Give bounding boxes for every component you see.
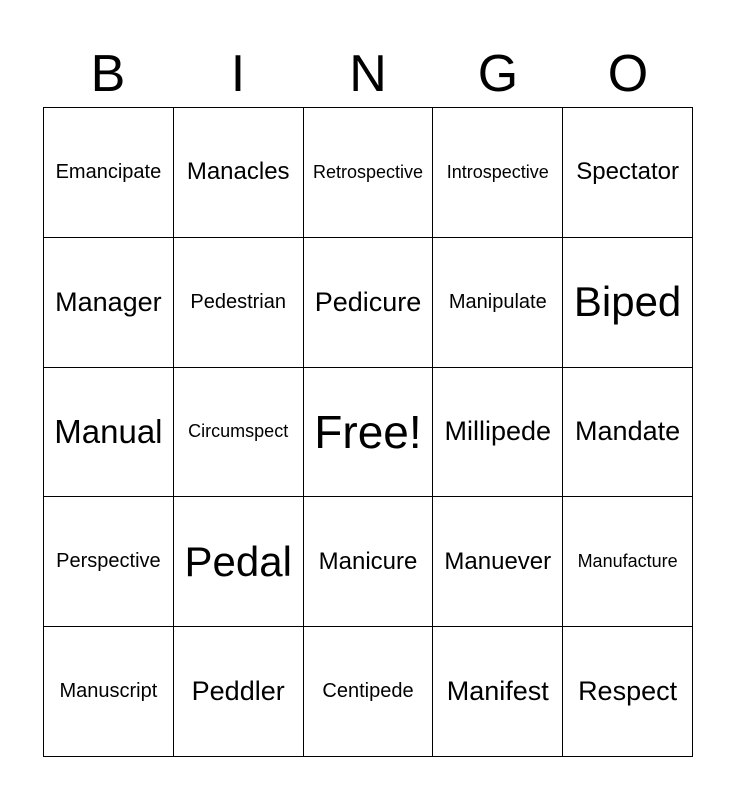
bingo-cell[interactable]: Peddler bbox=[174, 627, 304, 757]
bingo-cell[interactable]: Circumspect bbox=[174, 368, 304, 498]
bingo-cell[interactable]: Manacles bbox=[174, 108, 304, 238]
bingo-cell[interactable]: Centipede bbox=[304, 627, 434, 757]
bingo-cell[interactable]: Respect bbox=[563, 627, 693, 757]
bingo-cell[interactable]: Pedestrian bbox=[174, 238, 304, 368]
bingo-cell[interactable]: Perspective bbox=[44, 497, 174, 627]
bingo-cell[interactable]: Manufacture bbox=[563, 497, 693, 627]
bingo-cell[interactable]: Manuever bbox=[433, 497, 563, 627]
header-letter-o: O bbox=[607, 45, 649, 103]
bingo-cell[interactable]: Biped bbox=[563, 238, 693, 368]
bingo-cell[interactable]: Millipede bbox=[433, 368, 563, 498]
bingo-cell[interactable]: Retrospective bbox=[304, 108, 434, 238]
header-letter-i: I bbox=[230, 45, 246, 103]
bingo-cell[interactable]: Manifest bbox=[433, 627, 563, 757]
bingo-cell[interactable]: Mandate bbox=[563, 368, 693, 498]
bingo-cell[interactable]: Pedal bbox=[174, 497, 304, 627]
bingo-cell[interactable]: Manicure bbox=[304, 497, 434, 627]
bingo-cell[interactable]: Manual bbox=[44, 368, 174, 498]
bingo-board bbox=[43, 107, 693, 757]
bingo-cell[interactable]: Spectator bbox=[563, 108, 693, 238]
header-letter-b: B bbox=[90, 45, 126, 103]
bingo-cell[interactable]: Manuscript bbox=[44, 627, 174, 757]
header-letter-g: G bbox=[477, 45, 519, 103]
bingo-header bbox=[43, 40, 693, 108]
bingo-cell[interactable]: Pedicure bbox=[304, 238, 434, 368]
header-letter-n: N bbox=[349, 45, 387, 103]
free-space-cell[interactable]: Free! bbox=[304, 368, 434, 498]
bingo-cell[interactable]: Manipulate bbox=[433, 238, 563, 368]
bingo-cell[interactable]: Emancipate bbox=[44, 108, 174, 238]
bingo-cell[interactable]: Manager bbox=[44, 238, 174, 368]
bingo-cell[interactable]: Introspective bbox=[433, 108, 563, 238]
